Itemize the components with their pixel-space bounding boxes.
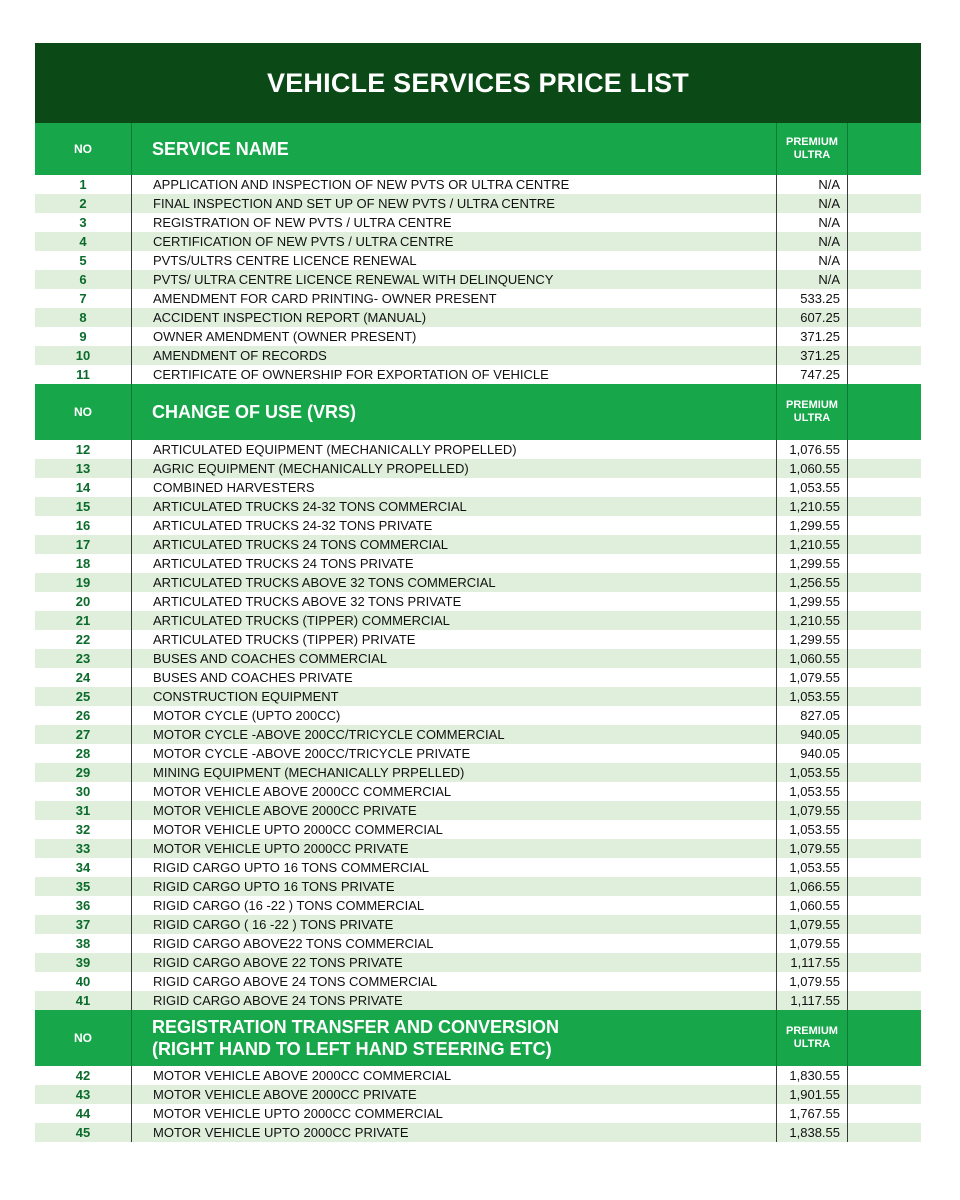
row-number: 28 xyxy=(35,744,132,763)
header-line: ULTRA xyxy=(793,412,831,424)
row-extra-cell xyxy=(848,289,921,308)
table-row xyxy=(35,725,921,744)
row-number: 4 xyxy=(35,232,132,251)
service-name: ARTICULATED EQUIPMENT (MECHANICALLY PROPELLED) xyxy=(132,440,777,459)
table-row xyxy=(35,763,921,782)
row-extra-cell xyxy=(848,573,921,592)
service-price: 371.25 xyxy=(777,327,848,346)
row-number: 38 xyxy=(35,934,132,953)
price-list-sheet xyxy=(35,43,921,1142)
service-column-header-text xyxy=(152,1016,559,1060)
table-row xyxy=(35,611,921,630)
table-row xyxy=(35,346,921,365)
service-price: 1,117.55 xyxy=(777,953,848,972)
service-column-header xyxy=(132,384,777,440)
table-row xyxy=(35,573,921,592)
service-price: 1,299.55 xyxy=(777,592,848,611)
row-extra-cell xyxy=(848,782,921,801)
row-extra-cell xyxy=(848,175,921,194)
row-extra-cell xyxy=(848,820,921,839)
table-row xyxy=(35,915,921,934)
row-number: 29 xyxy=(35,763,132,782)
service-column-header xyxy=(132,1010,777,1066)
row-number: 13 xyxy=(35,459,132,478)
row-extra-cell xyxy=(848,953,921,972)
service-price: 1,053.55 xyxy=(777,687,848,706)
table-row xyxy=(35,896,921,915)
row-number: 37 xyxy=(35,915,132,934)
service-price: 371.25 xyxy=(777,346,848,365)
row-extra-cell xyxy=(848,649,921,668)
row-extra-cell xyxy=(848,706,921,725)
service-price: 1,060.55 xyxy=(777,896,848,915)
row-extra-cell xyxy=(848,763,921,782)
table-row xyxy=(35,820,921,839)
row-extra-cell xyxy=(848,478,921,497)
table-row xyxy=(35,858,921,877)
header-line: PREMIUM xyxy=(786,399,838,411)
header-line: SERVICE NAME xyxy=(152,139,289,159)
table-row xyxy=(35,478,921,497)
table-row xyxy=(35,535,921,554)
service-name: MOTOR VEHICLE ABOVE 2000CC COMMERCIAL xyxy=(132,1066,777,1085)
service-name: RIGID CARGO ( 16 -22 ) TONS PRIVATE xyxy=(132,915,777,934)
row-extra-cell xyxy=(848,801,921,820)
row-number: 16 xyxy=(35,516,132,535)
row-number: 24 xyxy=(35,668,132,687)
row-number: 22 xyxy=(35,630,132,649)
table-row xyxy=(35,365,921,384)
service-name: MOTOR VEHICLE UPTO 2000CC PRIVATE xyxy=(132,839,777,858)
header-line: PREMIUM xyxy=(786,1025,838,1037)
row-extra-cell xyxy=(848,346,921,365)
row-extra-cell xyxy=(848,668,921,687)
service-price: 747.25 xyxy=(777,365,848,384)
row-extra-cell xyxy=(848,194,921,213)
header-line: CHANGE OF USE (VRS) xyxy=(152,402,357,422)
service-name: MOTOR CYCLE -ABOVE 200CC/TRICYCLE PRIVATE xyxy=(132,744,777,763)
row-number: 6 xyxy=(35,270,132,289)
service-name: CERTIFICATE OF OWNERSHIP FOR EXPORTATION OF VEHICLE xyxy=(132,365,777,384)
service-column-header-text xyxy=(152,401,356,423)
row-number: 43 xyxy=(35,1085,132,1104)
row-extra-cell xyxy=(848,630,921,649)
row-extra-cell xyxy=(848,896,921,915)
service-name: ARTICULATED TRUCKS (TIPPER) PRIVATE xyxy=(132,630,777,649)
service-price: 1,299.55 xyxy=(777,630,848,649)
row-number: 41 xyxy=(35,991,132,1010)
service-price: 607.25 xyxy=(777,308,848,327)
table-row xyxy=(35,668,921,687)
row-extra-cell xyxy=(848,232,921,251)
service-price: 827.05 xyxy=(777,706,848,725)
service-name: ARTICULATED TRUCKS ABOVE 32 TONS PRIVATE xyxy=(132,592,777,611)
table-row xyxy=(35,194,921,213)
service-name: ARTICULATED TRUCKS 24 TONS COMMERCIAL xyxy=(132,535,777,554)
row-extra-cell xyxy=(848,991,921,1010)
service-price: 1,838.55 xyxy=(777,1123,848,1142)
service-name: RIGID CARGO UPTO 16 TONS COMMERCIAL xyxy=(132,858,777,877)
row-number: 17 xyxy=(35,535,132,554)
service-price: N/A xyxy=(777,194,848,213)
row-number: 20 xyxy=(35,592,132,611)
service-name: ARTICULATED TRUCKS 24-32 TONS COMMERCIAL xyxy=(132,497,777,516)
service-price: 1,117.55 xyxy=(777,991,848,1010)
row-number: 5 xyxy=(35,251,132,270)
service-name: CONSTRUCTION EQUIPMENT xyxy=(132,687,777,706)
row-number: 18 xyxy=(35,554,132,573)
service-name: FINAL INSPECTION AND SET UP OF NEW PVTS / ULTRA CENTRE xyxy=(132,194,777,213)
table-row xyxy=(35,440,921,459)
row-extra-cell xyxy=(848,744,921,763)
row-number: 1 xyxy=(35,175,132,194)
row-number: 3 xyxy=(35,213,132,232)
row-extra-cell xyxy=(848,497,921,516)
row-extra-cell xyxy=(848,915,921,934)
table-row xyxy=(35,327,921,346)
row-number: 34 xyxy=(35,858,132,877)
table-row xyxy=(35,953,921,972)
section-header xyxy=(35,384,921,440)
table-row xyxy=(35,1066,921,1085)
service-name: RIGID CARGO UPTO 16 TONS PRIVATE xyxy=(132,877,777,896)
row-extra-cell xyxy=(848,270,921,289)
row-number: 23 xyxy=(35,649,132,668)
row-extra-cell xyxy=(848,1104,921,1123)
service-column-header xyxy=(132,123,777,175)
service-price: 1,079.55 xyxy=(777,915,848,934)
table-row xyxy=(35,213,921,232)
row-extra-cell xyxy=(848,1123,921,1142)
row-number: 25 xyxy=(35,687,132,706)
service-price: 1,767.55 xyxy=(777,1104,848,1123)
service-price: 533.25 xyxy=(777,289,848,308)
table-row xyxy=(35,801,921,820)
row-number: 21 xyxy=(35,611,132,630)
price-column-header xyxy=(777,1010,848,1066)
table-row xyxy=(35,308,921,327)
sections-container xyxy=(35,123,921,1142)
row-extra-cell xyxy=(848,972,921,991)
table-row xyxy=(35,877,921,896)
service-price: N/A xyxy=(777,175,848,194)
row-number: 45 xyxy=(35,1123,132,1142)
row-extra-cell xyxy=(848,877,921,896)
row-extra-cell xyxy=(848,592,921,611)
no-column-header: NO xyxy=(35,1010,132,1066)
row-number: 9 xyxy=(35,327,132,346)
row-number: 32 xyxy=(35,820,132,839)
row-number: 15 xyxy=(35,497,132,516)
row-extra-cell xyxy=(848,535,921,554)
service-name: RIGID CARGO ABOVE 24 TONS COMMERCIAL xyxy=(132,972,777,991)
row-extra-cell xyxy=(848,934,921,953)
table-row xyxy=(35,592,921,611)
service-price: N/A xyxy=(777,213,848,232)
service-name: MOTOR VEHICLE ABOVE 2000CC COMMERCIAL xyxy=(132,782,777,801)
header-line: PREMIUM xyxy=(786,136,838,148)
service-name: MINING EQUIPMENT (MECHANICALLY PRPELLED) xyxy=(132,763,777,782)
row-number: 30 xyxy=(35,782,132,801)
service-price: N/A xyxy=(777,251,848,270)
table-row xyxy=(35,516,921,535)
table-row xyxy=(35,687,921,706)
table-row xyxy=(35,232,921,251)
row-number: 14 xyxy=(35,478,132,497)
table-row xyxy=(35,1104,921,1123)
service-name: AGRIC EQUIPMENT (MECHANICALLY PROPELLED) xyxy=(132,459,777,478)
page-title: VEHICLE SERVICES PRICE LIST xyxy=(35,43,921,123)
service-name: MOTOR VEHICLE ABOVE 2000CC PRIVATE xyxy=(132,1085,777,1104)
service-price: 1,210.55 xyxy=(777,535,848,554)
service-price: 1,901.55 xyxy=(777,1085,848,1104)
table-row xyxy=(35,554,921,573)
no-column-header: NO xyxy=(35,384,132,440)
service-name: ACCIDENT INSPECTION REPORT (MANUAL) xyxy=(132,308,777,327)
row-number: 40 xyxy=(35,972,132,991)
service-price: 1,256.55 xyxy=(777,573,848,592)
row-number: 35 xyxy=(35,877,132,896)
service-name: COMBINED HARVESTERS xyxy=(132,478,777,497)
table-row xyxy=(35,270,921,289)
service-column-header-text xyxy=(152,138,289,160)
service-price: 1,830.55 xyxy=(777,1066,848,1085)
row-extra-cell xyxy=(848,459,921,478)
header-line: ULTRA xyxy=(793,1038,831,1050)
row-number: 2 xyxy=(35,194,132,213)
row-number: 19 xyxy=(35,573,132,592)
table-row xyxy=(35,782,921,801)
row-extra-cell xyxy=(848,839,921,858)
service-name: PVTS/ ULTRA CENTRE LICENCE RENEWAL WITH DELINQUENCY xyxy=(132,270,777,289)
table-row xyxy=(35,744,921,763)
header-line: REGISTRATION TRANSFER AND CONVERSION xyxy=(152,1017,560,1037)
service-price: 1,053.55 xyxy=(777,763,848,782)
service-price: 940.05 xyxy=(777,744,848,763)
row-number: 31 xyxy=(35,801,132,820)
service-name: REGISTRATION OF NEW PVTS / ULTRA CENTRE xyxy=(132,213,777,232)
service-price: 1,076.55 xyxy=(777,440,848,459)
service-price: 940.05 xyxy=(777,725,848,744)
service-name: RIGID CARGO ABOVE22 TONS COMMERCIAL xyxy=(132,934,777,953)
table-row xyxy=(35,459,921,478)
row-extra-cell xyxy=(848,213,921,232)
service-price: 1,210.55 xyxy=(777,611,848,630)
service-name: CERTIFICATION OF NEW PVTS / ULTRA CENTRE xyxy=(132,232,777,251)
section-header xyxy=(35,123,921,175)
service-name: RIGID CARGO (16 -22 ) TONS COMMERCIAL xyxy=(132,896,777,915)
row-extra-cell xyxy=(848,327,921,346)
service-name: AMENDMENT FOR CARD PRINTING- OWNER PRESENT xyxy=(132,289,777,308)
row-extra-cell xyxy=(848,1066,921,1085)
service-price: 1,079.55 xyxy=(777,668,848,687)
service-name: OWNER AMENDMENT (OWNER PRESENT) xyxy=(132,327,777,346)
row-number: 8 xyxy=(35,308,132,327)
service-name: APPLICATION AND INSPECTION OF NEW PVTS OR ULTRA CENTRE xyxy=(132,175,777,194)
price-column-header xyxy=(777,123,848,175)
service-price: 1,053.55 xyxy=(777,820,848,839)
no-column-header: NO xyxy=(35,123,132,175)
row-extra-cell xyxy=(848,858,921,877)
table-row xyxy=(35,1123,921,1142)
header-line: ULTRA xyxy=(793,149,831,161)
row-extra-cell xyxy=(848,365,921,384)
row-number: 7 xyxy=(35,289,132,308)
service-price: 1,299.55 xyxy=(777,516,848,535)
service-name: MOTOR CYCLE -ABOVE 200CC/TRICYCLE COMMERCIAL xyxy=(132,725,777,744)
service-price: 1,053.55 xyxy=(777,478,848,497)
service-name: MOTOR VEHICLE UPTO 2000CC PRIVATE xyxy=(132,1123,777,1142)
row-number: 27 xyxy=(35,725,132,744)
row-extra-cell xyxy=(848,611,921,630)
extra-column xyxy=(848,384,921,440)
service-name: MOTOR VEHICLE UPTO 2000CC COMMERCIAL xyxy=(132,1104,777,1123)
table-row xyxy=(35,649,921,668)
table-row xyxy=(35,934,921,953)
row-number: 11 xyxy=(35,365,132,384)
row-extra-cell xyxy=(848,308,921,327)
row-number: 36 xyxy=(35,896,132,915)
service-name: MOTOR VEHICLE UPTO 2000CC COMMERCIAL xyxy=(132,820,777,839)
service-price: 1,079.55 xyxy=(777,972,848,991)
service-name: ARTICULATED TRUCKS 24 TONS PRIVATE xyxy=(132,554,777,573)
service-price: 1,053.55 xyxy=(777,858,848,877)
service-price: 1,079.55 xyxy=(777,839,848,858)
service-price: 1,066.55 xyxy=(777,877,848,896)
extra-column xyxy=(848,123,921,175)
service-name: MOTOR VEHICLE ABOVE 2000CC PRIVATE xyxy=(132,801,777,820)
service-price: 1,079.55 xyxy=(777,934,848,953)
row-number: 26 xyxy=(35,706,132,725)
row-number: 33 xyxy=(35,839,132,858)
row-extra-cell xyxy=(848,440,921,459)
row-extra-cell xyxy=(848,554,921,573)
row-extra-cell xyxy=(848,251,921,270)
service-name: BUSES AND COACHES COMMERCIAL xyxy=(132,649,777,668)
table-row xyxy=(35,991,921,1010)
table-row xyxy=(35,630,921,649)
row-extra-cell xyxy=(848,725,921,744)
service-price: 1,060.55 xyxy=(777,459,848,478)
section-header xyxy=(35,1010,921,1066)
service-price: 1,210.55 xyxy=(777,497,848,516)
row-number: 12 xyxy=(35,440,132,459)
price-column-header xyxy=(777,384,848,440)
service-price: N/A xyxy=(777,270,848,289)
row-extra-cell xyxy=(848,687,921,706)
service-name: PVTS/ULTRS CENTRE LICENCE RENEWAL xyxy=(132,251,777,270)
service-name: RIGID CARGO ABOVE 24 TONS PRIVATE xyxy=(132,991,777,1010)
table-row xyxy=(35,251,921,270)
row-number: 39 xyxy=(35,953,132,972)
service-name: MOTOR CYCLE (UPTO 200CC) xyxy=(132,706,777,725)
table-row xyxy=(35,175,921,194)
service-price: N/A xyxy=(777,232,848,251)
table-row xyxy=(35,1085,921,1104)
service-price: 1,053.55 xyxy=(777,782,848,801)
table-row xyxy=(35,706,921,725)
service-name: AMENDMENT OF RECORDS xyxy=(132,346,777,365)
service-name: RIGID CARGO ABOVE 22 TONS PRIVATE xyxy=(132,953,777,972)
service-name: ARTICULATED TRUCKS (TIPPER) COMMERCIAL xyxy=(132,611,777,630)
row-number: 44 xyxy=(35,1104,132,1123)
extra-column xyxy=(848,1010,921,1066)
service-name: ARTICULATED TRUCKS ABOVE 32 TONS COMMERCIAL xyxy=(132,573,777,592)
table-row xyxy=(35,839,921,858)
row-number: 10 xyxy=(35,346,132,365)
service-name: ARTICULATED TRUCKS 24-32 TONS PRIVATE xyxy=(132,516,777,535)
table-row xyxy=(35,289,921,308)
service-price: 1,060.55 xyxy=(777,649,848,668)
row-extra-cell xyxy=(848,1085,921,1104)
header-line: (RIGHT HAND TO LEFT HAND STEERING ETC) xyxy=(152,1039,552,1059)
service-price: 1,079.55 xyxy=(777,801,848,820)
row-extra-cell xyxy=(848,516,921,535)
row-number: 42 xyxy=(35,1066,132,1085)
table-row xyxy=(35,497,921,516)
table-row xyxy=(35,972,921,991)
service-name: BUSES AND COACHES PRIVATE xyxy=(132,668,777,687)
service-price: 1,299.55 xyxy=(777,554,848,573)
